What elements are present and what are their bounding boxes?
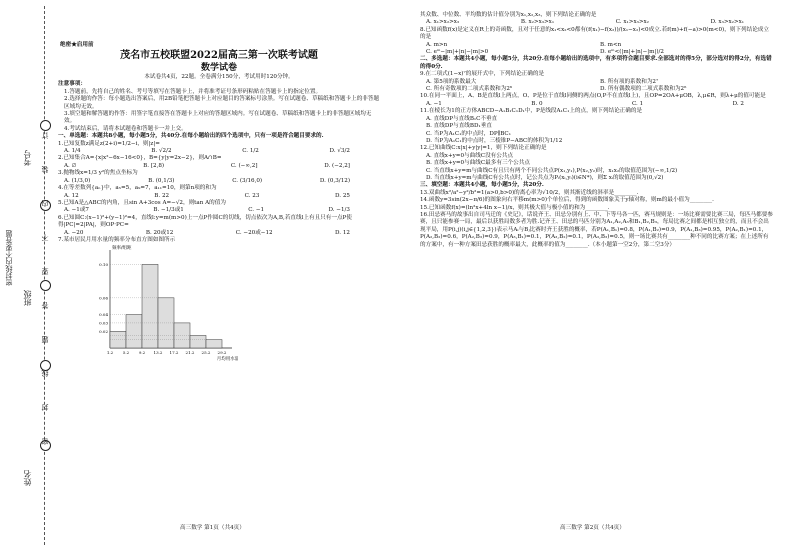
x-tick-label: 17.2 <box>169 350 179 356</box>
seal-word: 内 <box>41 200 49 207</box>
q12-stem: 12.已知曲线C:x|x|+y|y|=1，则下列结论正确的是 <box>420 145 547 152</box>
q14: 14.函数y=3sin(2x−π/6)的图象向右平移m(m>0)个单位后，得到的函数图象关于y轴对称，则m的最小值为________. <box>420 197 714 204</box>
page-right <box>420 12 774 249</box>
note-item: 4.考试结束后，请将本试题卷和答题卡一并上交。 <box>64 125 187 132</box>
option: D. 所有偶数项的二项式系数和为2⁶ <box>600 86 687 93</box>
option: C. 当直线x+y=m与曲线C有且只有两个不同公共点P(x₁,y₁),P(x₂,y₂)时，x₁x₂的取值范围为(−∞,1/2) <box>426 167 678 174</box>
histogram <box>88 244 238 364</box>
q15: 15.已知函数f(x)=(ln²x+4ln x−1)/x，则其极大值与极小值的和为________. <box>420 204 610 211</box>
option-row <box>58 230 380 237</box>
option: B. 22 <box>154 192 170 199</box>
option-row <box>58 193 380 200</box>
secret-mark: 绝密★启用前 <box>60 42 94 48</box>
question-stem: 5.已知A是△ABC的内角，且sin A+3cos A=−√2，则tan A的值为 <box>58 199 226 206</box>
option: B. 20或12 <box>145 229 174 236</box>
question-stem: 3.抛物线x=1/3 y²的焦点坐标为 <box>58 170 138 177</box>
page-left <box>58 38 380 364</box>
footer-left: 高三数学 第1页（共4页） <box>180 525 245 531</box>
question-stem: 4.在等差数列{aₙ}中，a₅=5，a₉=7，a₁₁=10，则第n项的和为 <box>58 185 217 192</box>
option: B. 直线DP与直线BD₁垂直 <box>426 123 492 130</box>
footer-right: 高三数学 第2页（共4页） <box>560 525 625 531</box>
option: B. m<n <box>600 41 622 48</box>
option: C. −20或−12 <box>235 229 273 236</box>
option: C. eᵐ−|m|+|n|−|m|>0 <box>426 49 489 56</box>
option: D. 2 <box>732 100 744 107</box>
bar <box>206 340 222 348</box>
section3-title: 三、填空题：本题共4小题，每小题5分，共20分. <box>420 182 544 189</box>
option: B. (0,1/3) <box>148 177 175 184</box>
x-tick-label: 25.2 <box>201 350 211 356</box>
option: B. [2,8) <box>143 162 165 169</box>
option: A. −1 <box>426 100 442 107</box>
question-stem: 1.已知复数z满足z(2+i)=1/2−i，则|z|= <box>58 140 160 147</box>
note-item: 3.填空题和解答题的作答：用签字笔直接答在答题卡上对应的答题区域内。写在试题卷、草稿纸和答题卡上的非答题区域均无效。 <box>64 111 372 125</box>
q7-cont: 其众数、中位数、平均数的估计值分别为x₁,x₂,x₃，则下列结论正确的是 <box>420 12 597 18</box>
note-item: 2.选择题的作答：每小题选出答案后，用2B铅笔把答题卡上对应题目的答案标号涂黑。写在试题卷、草稿纸和答题卡上的非答题区域均无效。 <box>64 96 380 110</box>
seal-word: 装 <box>41 166 49 173</box>
seal-word: 要 <box>41 268 49 275</box>
option: D. x₃>x₂>x₁ <box>710 19 744 26</box>
option: C. 1/2 <box>242 148 259 155</box>
option: D. (0,3/12) <box>319 177 350 184</box>
x-tick-label: 13.2 <box>153 350 163 356</box>
option: D. 当P为A₁C₁的中点时，三棱锥P−ABC的体积为1/12 <box>426 137 563 144</box>
option-row <box>58 178 380 185</box>
option: A. x₁>x₂>x₃ <box>426 19 460 26</box>
option: C. 1 <box>631 100 644 107</box>
exam-title: 茂名市五校联盟2022届高三第一次联考试题 <box>120 50 318 61</box>
x-tick-label: 21.2 <box>185 350 195 356</box>
q8-stem: 8.已知函数f(x)是定义在R上的奇函数，且对于任意的x₁<x₂<0都有(f(x₁)−f(x₂))/(x₁−x₂)<0成立.若f(m)+f(−a)>0(m<0)，则下列结论成立的是 <box>420 26 769 41</box>
option: A. −20 <box>64 229 84 236</box>
x-tick-label: 1.2 <box>106 350 114 356</box>
q13: 13.双曲线x²/a²−y²/b²=1(a>0,b>0)的离心率为√10/2，则其渐近线的斜率是________. <box>420 189 639 196</box>
binding-strip <box>0 0 58 551</box>
notes-title: 注意事项： <box>58 81 86 88</box>
option: B. x₂>x₃>x₁ <box>520 19 555 26</box>
option: A. 12 <box>64 192 79 199</box>
option-row <box>58 207 380 214</box>
bar <box>126 315 142 348</box>
question-stem: 7.某市居民月用水量的频率分布直方图如图所示 <box>58 236 176 243</box>
option: A. 直线DP与直线B₁C不垂直 <box>426 115 498 122</box>
option: D. (−2,2] <box>324 162 350 169</box>
q11-stem: 11.在棱长为1的正方体ABCD−A₁B₁C₁D₁中，P是线段A₁C₁上的点，则下列结论正确的是 <box>420 108 643 115</box>
seal-word: 订 <box>41 132 49 139</box>
option: C. 所有奇数项的二项式系数和为2⁶ <box>426 86 513 93</box>
seal-word: 封 <box>41 404 49 411</box>
option: A. 1/4 <box>64 148 81 155</box>
seal-circle <box>40 280 51 291</box>
y-tick-label: 0.02 <box>99 329 108 335</box>
option: D. 25 <box>335 192 350 199</box>
section2-title: 二、多选题：本题共4小题，每小题5分，共20分.在每小题给出的选项中，有多项符合题目要求.全部选对的得5分，部分选对的得2分，有选错的得0分. <box>420 56 772 70</box>
option: D. −1/3 <box>328 207 350 214</box>
option: D. √3/2 <box>329 148 350 155</box>
kaohao-label: 考号 <box>23 150 32 166</box>
option: B. 所有项的系数和为2⁷ <box>600 78 659 85</box>
option: C. −1 <box>248 207 265 214</box>
seal-word: 不 <box>41 234 49 241</box>
question-stem: 2.已知集合A={x|x²−6x−16<0}，B={y|y=2x−2}，则A∩B= <box>58 155 222 162</box>
option: A. (1/3,0) <box>64 177 91 184</box>
option: A. 第5项的系数最大 <box>426 78 477 85</box>
seal-dashed-line <box>44 6 45 545</box>
note-item: 1.答题前，先将自己的姓名、考号等填写在答题卡上，并将准考证号条形码粘贴在答题卡上的指定位置。 <box>64 88 322 95</box>
seal-word: 答 <box>41 302 49 309</box>
banji-label: 班级 <box>23 290 32 306</box>
x-axis-label: 月均用水量 <box>216 357 238 363</box>
option: C. (3/16,0) <box>232 177 263 184</box>
question-stem: 6.已知圆C:(x−1)²+(y−1)²=4，直线l:y=m(m>0)上一点P作圆C的切线，切点依次为A,B,若直线l上有且只有一点P使得|PC|=2|PA|，则OP·PC= <box>58 214 352 229</box>
x-tick-label: 5.2 <box>122 350 130 356</box>
bar <box>190 336 206 349</box>
option: B. 直线x+y=0与曲线C最多有三个公共点 <box>426 160 530 167</box>
xingming-label: 姓名 <box>23 470 32 486</box>
seal-line-text: 密封线内不要答题 <box>5 230 13 286</box>
q9-stem: 9.在二项式(1−x)⁷的展开式中，下列结论正确的是 <box>420 71 545 78</box>
option: A. −1或7 <box>64 207 89 214</box>
option: D. 当直线x+y=m与曲线C有公共点时，记公共点为Pᵢ(xᵢ,yᵢ)(i∈N*)，则Σ xᵢ的取值范围为(0,√2) <box>426 174 664 181</box>
option: B. √2/2 <box>151 148 172 155</box>
option: B. −1/3或1 <box>153 207 184 214</box>
seal-word: 题 <box>41 336 49 343</box>
histogram-svg <box>88 244 238 364</box>
seal-circle <box>40 120 51 131</box>
section1-title: 一、单选题：本题共8小题，每小题5分，共40分.在每小题给出的四个选项中，只有一项是符合题目要求的. <box>58 133 324 140</box>
x-tick-label: 29.2 <box>217 350 227 356</box>
option: C. (−∞,2] <box>230 162 258 169</box>
option: A. m>n <box>426 41 448 48</box>
y-tick-label: 0.06 <box>99 295 108 301</box>
option: D. 12 <box>335 229 350 236</box>
exam-info: 本试卷共4页，22题。全卷满分150分，考试用时120分钟。 <box>144 74 294 80</box>
y-tick-label: 0.03 <box>99 320 108 326</box>
option: C. x₁>x₃>x₂ <box>615 19 649 26</box>
y-tick-label: 0.10 <box>99 262 108 268</box>
option: C. 23 <box>244 192 260 199</box>
q16: 16.田忌赛马的故事出自司马迁的《史记》，话说齐王、田忌分别有上、中、下等马各一匹，赛马规则是：一场比赛需要比赛三局，每匹马都要参赛，且只能参赛一局，最后以获胜局数多者为胜.记齐王、田忌的马匹分别为A₁,A₂,A₃和B₁,B₂,B₃，每局比赛之间都是相互独立的，而且不会出现平局，用P(i,j)(i,j∈{1,2,3})表示马Aᵢ与Bⱼ比赛时齐王获胜的概率，若P(A₁,B₁)=0.8，P(A₁,B₂)=0.9，P(A₁,B₃)=0.95，P(A₂,B₁)=0.1，P(A₂,B₂)=0.6，P(A₂,B₃)=0.9，P(A₃,B₁)=0.1，P(A₃,B₂)=0.1，P(A₃,B₃)=0.5，则一场比赛共有________种不同的比赛方案；在上述所有的方案中，有一种方案田忌获胜的概率最大，此概率的值为________.（本小题第一空2分，第二空3分） <box>420 211 773 248</box>
seal-word: 密 <box>41 438 49 445</box>
option: A. 直线x+y=0与曲线C没有公共点 <box>426 152 514 159</box>
y-axis-label: 频率/组距 <box>112 246 132 252</box>
y-tick-label: 0.04 <box>99 312 108 318</box>
x-tick-label: 9.2 <box>138 350 146 356</box>
option: C. 当P为A₁C₁的中点时，DP∥BC₁ <box>426 130 511 137</box>
seal-word: 线 <box>41 370 49 377</box>
option: B. 0 <box>531 100 543 107</box>
exam-subject: 数学试卷 <box>200 63 237 73</box>
option: A. ∅ <box>64 162 77 169</box>
q10-stem: 10.在同一平面上，A、B是直线l上两点，O、P是位于直线l同侧的两点(O,P不在直线l上)，且OP=2OA+μOB，λ,μ∈R，则λ+μ的值可能是 <box>420 93 766 100</box>
option: D. eᵐ<(|m|+|n|−|m|)/2 <box>600 49 664 56</box>
